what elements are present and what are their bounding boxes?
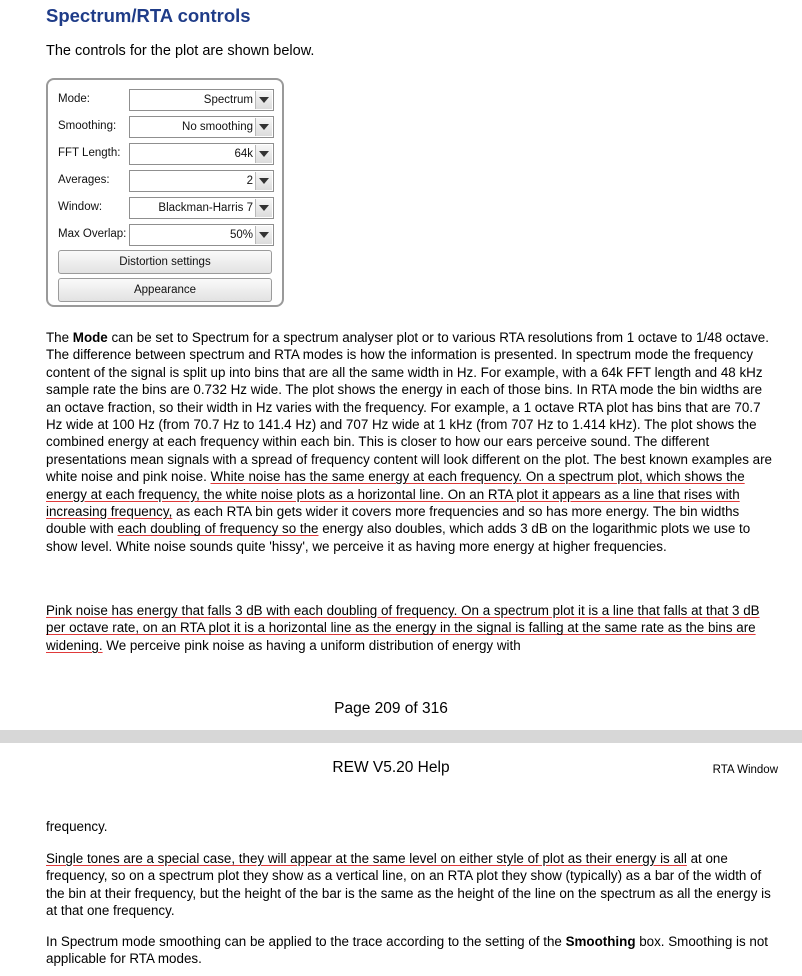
mode-bold: Mode (72, 330, 108, 345)
text-span: energy also doubles, which adds 3 dB on the logarithmic plots we use to show level. White noise sounds quite 'hissy', we perceive it as having more energy at higher frequencies. (46, 521, 751, 554)
window-select[interactable] (129, 197, 274, 219)
chevron-down-icon[interactable] (255, 226, 272, 244)
pink-noise-paragraph (46, 602, 774, 654)
highlighted-text: Pink noise has energy that falls 3 dB with each doubling of frequency. On a spectrum plot it is a line that falls at that 3 dB per octave rate, on an RTA plot it is a horizontal line as the energy in the signal is falling at the same rate as the bins are widening. (46, 603, 760, 653)
window-value: Blackman-Harris 7 (158, 202, 253, 214)
chevron-down-icon[interactable] (255, 172, 272, 190)
mode-select[interactable] (129, 89, 274, 111)
mode-label: Mode: (58, 93, 90, 105)
single-tones-paragraph (46, 850, 774, 920)
smoothing-paragraph (46, 933, 774, 968)
fft-length-select[interactable] (129, 143, 274, 165)
max-overlap-select[interactable] (129, 224, 274, 246)
page-header-section: RTA Window (712, 764, 778, 776)
fft-length-row (58, 143, 276, 165)
page-separator (0, 730, 802, 743)
text-span: can be set to Spectrum for a spectrum analyser plot or to various RTA resolutions from 1 octave to 1/48 octave. The difference between spectrum and RTA modes is how the information is presented. In spectrum mode the frequency content of the signal is split up into bins that are all the same width in Hz. For example, with a 64k FFT length and 48 kHz sample rate the bins are 0.732 Hz wide. The plot shows the energy in each of those bins. In RTA mode the bin widths are an octave fraction, so their width in Hz varies with the frequency. For example, a 1 octave RTA plot has bins that are 70.7 Hz wide at 100 Hz (from 70.7 Hz to 141.4 Hz) and 707 Hz wide at 1 kHz (from 707 Hz to 1.414 kHz). The plot shows the combined energy at each frequency within each bin. This is closer to how our ears perceive sound. The different presentations mean signals with a spread of frequency content will look different on the plot. The best known examples are white noise and pink noise. (46, 330, 772, 485)
chevron-down-icon[interactable] (255, 199, 272, 217)
chevron-down-icon[interactable] (255, 118, 272, 136)
max-overlap-label: Max Overlap: (58, 228, 127, 240)
averages-select[interactable] (129, 170, 274, 192)
max-overlap-row (58, 224, 276, 246)
chevron-down-icon[interactable] (255, 145, 272, 163)
text-span: as each RTA bin gets wider it covers more frequencies and so has more energy. The bin widths double with (46, 504, 740, 537)
spectrum-controls-panel (46, 78, 284, 307)
frequency-continuation: frequency. (46, 819, 108, 834)
highlighted-text: Single tones are a special case, they will appear at the same level on either style of plot as their energy is all (46, 851, 687, 866)
fft-length-value: 64k (234, 148, 253, 160)
mode-row (58, 89, 276, 111)
averages-value: 2 (246, 175, 253, 187)
distortion-settings-button[interactable]: Distortion settings (58, 250, 272, 274)
text-span: at one frequency, so on a spectrum plot they show as a vertical line, on an RTA plot they show (typically) as a bar of the width of the bin at their frequency, but the height of the bar is the same as the height of the line on the spectrum as all the energy is at that one frequency. (46, 851, 771, 919)
page-header-title: REW V5.20 Help (332, 759, 450, 776)
smoothing-value: No smoothing (182, 121, 253, 133)
appearance-button[interactable]: Appearance (58, 278, 272, 302)
section-title: Spectrum/RTA controls (46, 5, 251, 26)
text-span: The (46, 330, 73, 345)
window-row (58, 197, 276, 219)
intro-text: The controls for the plot are shown below. (46, 43, 315, 59)
averages-row (58, 170, 276, 192)
mode-paragraph (46, 329, 774, 555)
highlighted-text: White noise has the same energy at each frequency. On a spectrum plot, which shows the energy at each frequency, the white noise plots as a horizontal line. On an RTA plot it appears as a line that rises with increasing frequency, (46, 469, 745, 520)
max-overlap-value: 50% (229, 229, 253, 241)
smoothing-label: Smoothing: (58, 120, 117, 132)
highlighted-text: each doubling of frequency so the (117, 521, 319, 537)
text-span: In Spectrum mode smoothing can be applied to the trace according to the setting of the (46, 934, 566, 949)
mode-value: Spectrum (203, 94, 253, 106)
chevron-down-icon[interactable] (255, 91, 272, 109)
window-label: Window: (58, 201, 103, 213)
smoothing-row (58, 116, 276, 138)
smoothing-select[interactable] (129, 116, 274, 138)
text-span: box. Smoothing is not applicable for RTA modes. (46, 934, 768, 967)
averages-label: Averages: (58, 174, 110, 186)
page-210 (0, 743, 802, 976)
page-number: Page 209 of 316 (334, 700, 448, 717)
smoothing-bold: Smoothing (565, 934, 636, 949)
fft-length-label: FFT Length: (58, 147, 121, 159)
text-span: We perceive pink noise as having a uniform distribution of energy with (102, 637, 521, 653)
